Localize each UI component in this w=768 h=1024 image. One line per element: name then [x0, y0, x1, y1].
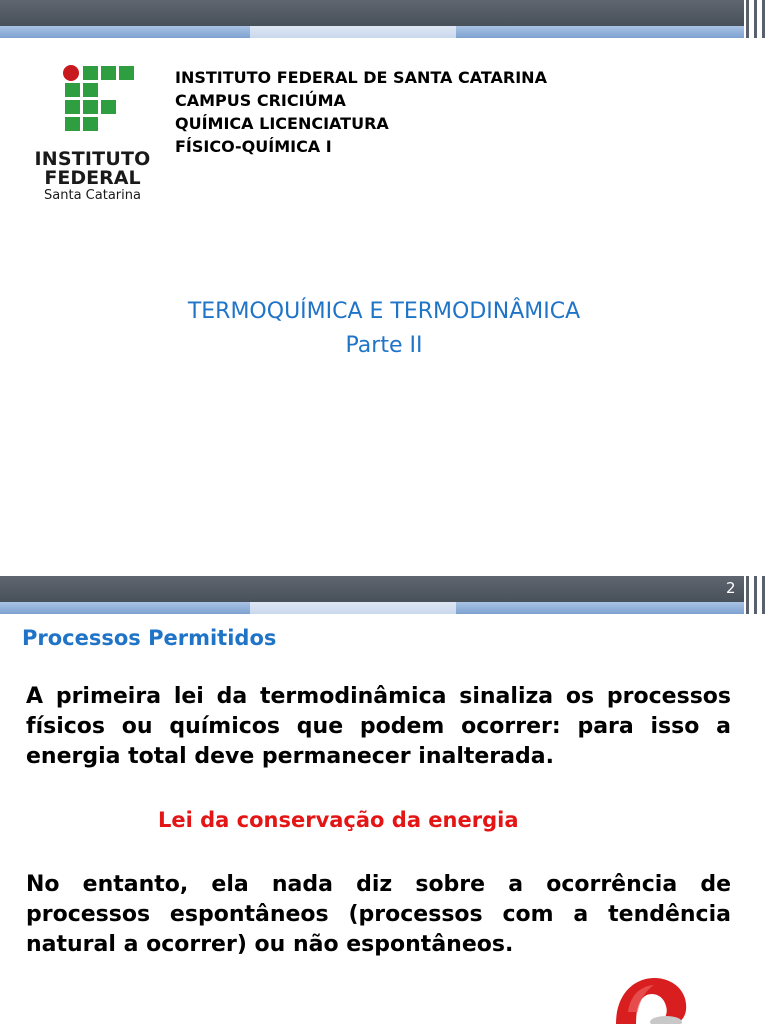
subject-name: FÍSICO-QUÍMICA I	[175, 137, 332, 156]
header-stripes	[744, 576, 768, 614]
header-accent-left	[0, 26, 250, 38]
paragraph-spontaneity: No entanto, ela nada diz sobre a ocorrência de processos espontâneos (processos com a tendência natural a ocorrer) ou não espontâneos.	[26, 872, 731, 957]
institution-logo	[30, 64, 155, 206]
header-stripes	[744, 0, 768, 38]
slide-heading: Processos Permitidos	[22, 626, 277, 650]
header-bar	[0, 576, 744, 602]
institution-block	[175, 66, 547, 158]
header-accent-right	[456, 26, 744, 38]
course-name: QUÍMICA LICENCIATURA	[175, 114, 389, 133]
campus-name: CAMPUS CRICIÚMA	[175, 91, 346, 110]
page-number: 2	[726, 579, 736, 597]
header-accent-left	[0, 602, 250, 614]
content-slide	[0, 576, 768, 1024]
header-bar	[0, 0, 744, 26]
paragraph-first-law: A primeira lei da termodinâmica sinaliza os processos físicos ou químicos que podem ocorrer: para isso a energia total deve permanecer inalterada.	[26, 684, 731, 769]
logo-text-campus: Santa Catarina	[44, 188, 141, 203]
slide-subtitle: Parte II	[345, 333, 423, 358]
institution-name: INSTITUTO FEDERAL DE SANTA CATARINA	[175, 68, 547, 87]
question-mark-icon	[606, 972, 696, 1024]
law-statement: Lei da conservação da energia	[158, 808, 519, 832]
header-accent-middle	[250, 602, 456, 614]
slide-title: TERMOQUÍMICA E TERMODINÂMICA	[187, 299, 581, 324]
logo-red-dot	[63, 65, 79, 81]
header-accent-middle	[250, 26, 456, 38]
header-accent-right	[456, 602, 744, 614]
logo-text-federal: FEDERAL	[44, 167, 141, 189]
logo-text-instituto: INSTITUTO	[34, 148, 151, 170]
